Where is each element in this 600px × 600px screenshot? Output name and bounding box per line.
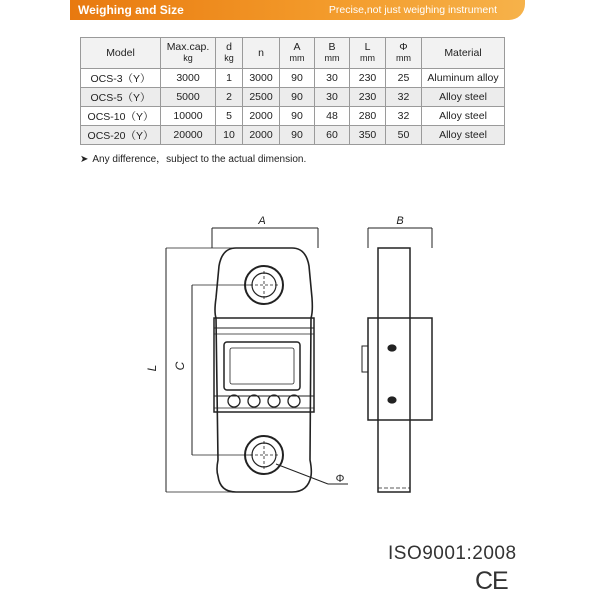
cell-max-cap: 5000	[161, 88, 216, 107]
cell-max-cap: 20000	[161, 126, 216, 145]
cell-a: 90	[280, 126, 315, 145]
cell-phi: 50	[386, 126, 422, 145]
cell-d: 2	[216, 88, 243, 107]
header-b: B mm	[315, 38, 350, 69]
note-text: Any difference，subject to the actual dimension.	[92, 154, 307, 165]
header-d: d kg	[216, 38, 243, 69]
cell-phi: 32	[386, 107, 422, 126]
side-view	[362, 215, 432, 492]
cell-a: 90	[280, 107, 315, 126]
arrow-right-icon: ➤	[80, 154, 89, 165]
cell-b: 60	[315, 126, 350, 145]
header-l: L mm	[350, 38, 386, 69]
cell-b: 30	[315, 69, 350, 88]
cell-b: 30	[315, 88, 350, 107]
header-material: Material	[422, 38, 505, 69]
cell-material: Aluminum alloy	[422, 69, 505, 88]
cell-d: 10	[216, 126, 243, 145]
cell-a: 90	[280, 88, 315, 107]
cell-l: 280	[350, 107, 386, 126]
cell-max-cap: 3000	[161, 69, 216, 88]
label-a: A	[258, 215, 266, 227]
cell-d: 1	[216, 69, 243, 88]
label-l: L	[145, 364, 159, 372]
label-c: C	[173, 361, 187, 371]
header-model: Model	[81, 38, 161, 69]
header-a: A mm	[280, 38, 315, 69]
header-n: n	[243, 38, 280, 69]
label-b: B	[396, 215, 404, 227]
cell-model: OCS-10（Y）	[81, 107, 161, 126]
cell-b: 48	[315, 107, 350, 126]
iso-certification: ISO9001:2008	[388, 543, 517, 564]
cell-a: 90	[280, 69, 315, 88]
banner-title: Weighing and Size	[78, 3, 184, 17]
cell-material: Alloy steel	[422, 126, 505, 145]
cell-l: 230	[350, 88, 386, 107]
cell-material: Alloy steel	[422, 107, 505, 126]
cell-d: 5	[216, 107, 243, 126]
cell-n: 3000	[243, 69, 280, 88]
banner-tagline: Precise,not just weighing instrument	[328, 4, 497, 16]
cell-n: 2000	[243, 107, 280, 126]
cell-l: 350	[350, 126, 386, 145]
ce-mark: CE	[475, 567, 508, 595]
cell-model: OCS-5（Y）	[81, 88, 161, 107]
cell-n: 2500	[243, 88, 280, 107]
cell-max-cap: 10000	[161, 107, 216, 126]
header-max-cap: Max.cap. kg	[161, 38, 216, 69]
header-phi: Φ mm	[386, 38, 422, 69]
cell-model: OCS-20（Y）	[81, 126, 161, 145]
cell-l: 230	[350, 69, 386, 88]
cell-material: Alloy steel	[422, 88, 505, 107]
cell-phi: 32	[386, 88, 422, 107]
cell-model: OCS-3（Y）	[81, 69, 161, 88]
cell-n: 2000	[243, 126, 280, 145]
label-phi: Φ	[335, 473, 345, 485]
front-view	[145, 215, 348, 492]
cell-phi: 25	[386, 69, 422, 88]
